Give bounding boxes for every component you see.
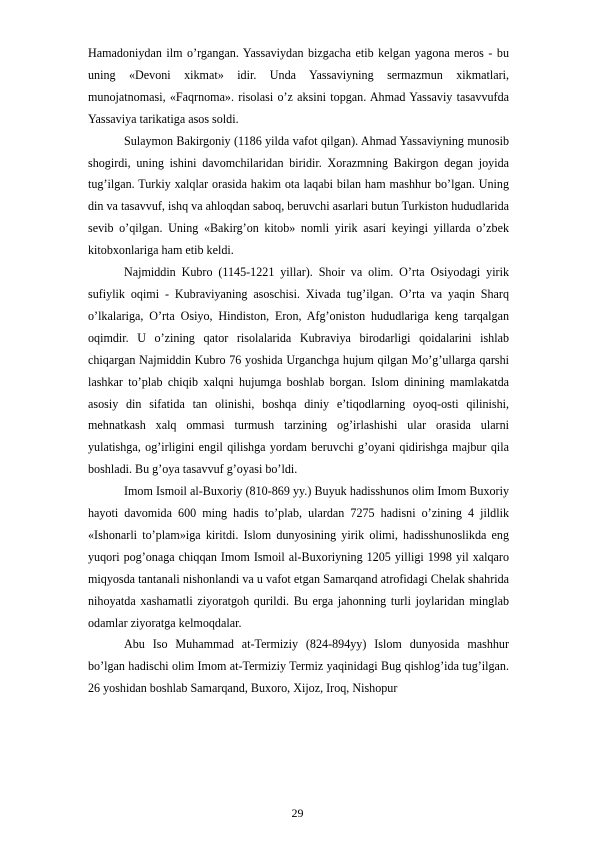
document-page [88,43,509,700]
paragraph-najmiddin-kubro: Najmiddin Kubro (1145-1221 yillar). Shoir va olim. O’rta Osiyodagi yirik sufiylik oqimi - Kubraviyaning asoschisi. Xivada tug’ilgan. O’rta va yaqin Sharq o’lkalariga, O’rta Osiyo, Hindiston, Eron, Afg’oniston hududlariga keng tarqalgan oqimdir. U o’zining qator risolalarida Kubraviya birodarligi qoidalarini ishlab chiqargan Najmiddin Kubro 76 yoshida Urganchga hujum qilgan Mo’g’ullarga qarshi lashkar to’plab chiqib xalqni hujumga boshlab borgan. Islom dinining mamlakatda asosiy din sifatida tan olinishi, boshqa diniy e’tiqodlarning oyoq-osti qilinishi, mehnatkash xalq ommasi turmush tarzining og’irlashishi ular orasida ularni yulatishga, og’irligini engil qilishga yordam beruvchi g’oyani qidirishga majbur qila boshladi. Bu g’oya tasavvuf g’oyasi bo’ldi. [88,265,509,477]
page-number: 29 [291,806,304,820]
paragraph-sulaymon-bakirgoniy: Sulaymon Bakirgoniy (1186 yilda vafot qilgan). Ahmad Yassaviyning munosib shogirdi, uning ishini davomchilaridan biridir. Xorazmning Bakirgon degan joyida tug’ilgan. Turkiy xalqlar orasida hakim ota laqabi bilan ham mashhur bo’lgan. Uning din va tasavvuf, ishq va ahloqdan saboq, beruvchi asarlari butun Turkiston hududlarida sevib o’qilgan. Uning «Bakirg’on kitob» nomli yirik asari keyingi yillarda o’zbek kitobxonlariga ham etib keldi. [88,133,509,258]
paragraph-imom-buxoriy: Imom Ismoil al-Buxoriy (810-869 yy.) Buyuk hadisshunos olim Imom Buxoriy hayoti davomida 600 ming hadis to’plab, ulardan 7275 hadisni o’zining 4 jildlik «Ishonarli to’plam»iga kiritdi. Islom dunyosining yirik olimi, hadisshunoslikda eng yuqori pog’onaga chiqqan Imom Ismoil al-Buxoriyning 1205 yilligi 1998 yil xalqaro miqyosda tantanali nishonlandi va u vafot etgan Samarqand atrofidagi Chelak shahrida nihoyatda xashamatli ziyoratgoh qurildi. Bu erga jahonning turli joylaridan minglab odamlar ziyoratga kelmoqdalar. [88,484,509,630]
paragraph-imom-termiziy: Abu Iso Muhammad at-Termiziy (824-894yy) Islom dunyosida mashhur bo’lgan hadischi olim Imom at-Termiziy Termiz yaqinidagi Bug qishlog’ida tug’ilgan. 26 yoshidan boshlab Samarqand, Buxoro, Xijoz, Iroq, Nishopur [88,637,509,696]
paragraph-yassaviy-meros: Hamadoniydan ilm o’rgangan. Yassaviydan bizgacha etib kelgan yagona meros - bu uning «Devoni xikmat» idir. Unda Yassaviyning sermazmun xikmatlari, munojatnomasi, «Faqrnoma». risolasi o’z aksini topgan. Ahmad Yassaviy tasavvufda Yassaviya tarikatiga asos soldi. [88,46,509,126]
